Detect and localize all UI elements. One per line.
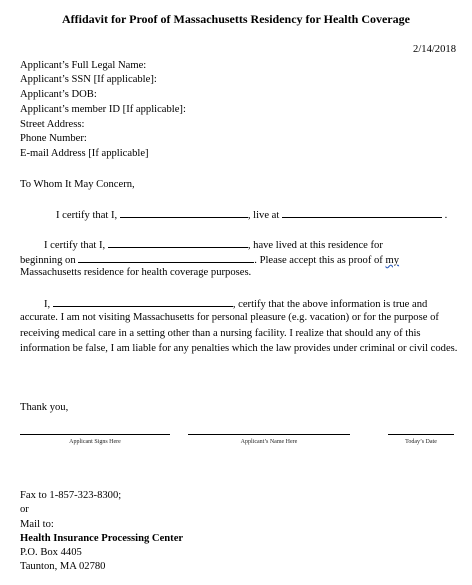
name-blank[interactable] — [108, 238, 248, 248]
certification-live-at — [56, 208, 447, 221]
cert3-prefix: I, — [44, 299, 51, 310]
city-state-zip: Taunton, MA 02780 — [20, 561, 106, 572]
cert1-prefix: I certify that I, — [56, 210, 118, 221]
applicant-signature-line[interactable] — [20, 434, 170, 435]
certification-lived-at-line2 — [20, 253, 399, 266]
field-full-legal-name: Applicant’s Full Legal Name: — [20, 60, 147, 71]
cert2-my: my — [385, 255, 400, 266]
document-title: Affidavit for Proof of Massachusetts Residency for Health Coverage — [62, 12, 410, 26]
name-blank[interactable] — [53, 297, 233, 307]
field-member-id: Applicant’s member ID [If applicable]: — [20, 104, 186, 115]
address-blank[interactable] — [282, 208, 442, 218]
field-street-address: Street Address: — [20, 119, 85, 130]
cert3-mid: , certify that the above information is true and — [232, 299, 428, 310]
fax-number: Fax to 1-857-323-8300; — [20, 490, 122, 501]
applicant-signature-label: Applicant Signs Here — [69, 439, 121, 445]
field-phone-number: Phone Number: — [20, 133, 87, 144]
start-date-blank[interactable] — [78, 253, 254, 263]
cert2-line3: Massachusetts residence for health coverage purposes. — [20, 267, 252, 278]
cert2-line2-start: beginning on — [20, 255, 76, 266]
field-dob: Applicant’s DOB: — [20, 89, 97, 100]
applicant-name-line[interactable] — [188, 434, 350, 435]
cert2-mid: , have lived at this residence for — [247, 240, 383, 251]
mail-to-label: Mail to: — [20, 519, 54, 530]
field-ssn: Applicant’s SSN [If applicable]: — [20, 74, 157, 85]
document-date: 2/14/2018 — [413, 44, 456, 55]
cert1-end: . — [444, 210, 448, 221]
field-email: E-mail Address [If applicable] — [20, 148, 149, 159]
applicant-name-label: Applicant’s Name Here — [240, 439, 298, 445]
certification-lived-at-line1 — [44, 238, 383, 251]
cert2-line2-mid: . Please accept this as proof of — [254, 255, 383, 266]
cert2-prefix: I certify that I, — [44, 240, 106, 251]
or-text: or — [20, 504, 29, 515]
name-blank[interactable] — [120, 208, 248, 218]
closing: Thank you, — [20, 402, 69, 413]
certification-statement: accurate. I am not visiting Massachusetts for personal pleasure (e.g. vacation) or for the purpose of receiving medical care in a setting other than a nursing facility. I realize that should any of this information be false, I am liable for any penalties which the law provides under criminal or civil codes. — [20, 312, 458, 355]
todays-date-line[interactable] — [388, 434, 454, 435]
cert1-mid: , live at — [247, 210, 280, 221]
certification-true-line1 — [44, 297, 427, 310]
po-box: P.O. Box 4405 — [20, 547, 82, 558]
processing-center-name: Health Insurance Processing Center — [20, 533, 184, 544]
salutation: To Whom It May Concern, — [20, 179, 135, 190]
todays-date-label: Today’s Date — [405, 439, 437, 445]
